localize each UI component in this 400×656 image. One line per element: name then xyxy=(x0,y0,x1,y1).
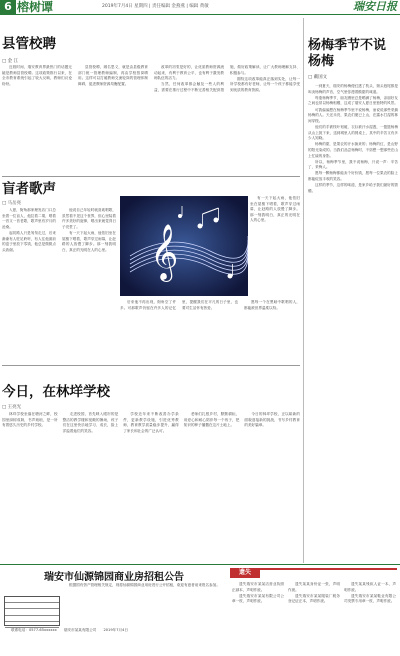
notice-item: 遗失瑞安市某某有限公司公章一枚，声明作废。 xyxy=(232,593,284,604)
article-byline-3: □ 王亮光 xyxy=(2,405,22,410)
paragraph: 一到夏天，瑞安的杨梅便红透了枝头，街头巷尾都是叫卖杨梅的声音，空气里弥漫着酸甜的味道。 xyxy=(308,84,398,94)
ad-title: 瑞安市仙源锦园商业房招租公告 xyxy=(44,572,184,583)
article-body-2-right xyxy=(120,300,300,360)
paragraph: 今日的林垟学校，正以崭新的面貌迎接新的挑战，书写乡村教育的美好篇章。 xyxy=(244,412,300,428)
svg-text:𝄞: 𝄞 xyxy=(150,224,179,280)
paragraph: 当然，任何改革都会触及一些人的利益，需要在推行过程中不断完善相关配套措施，做好政策解读，让广大教师理解支持、积极参与。 xyxy=(154,65,300,92)
notice-item: 遗失某某身份证一张，声明作废。 xyxy=(288,582,340,592)
paragraph: 每逢杨梅季节，朋友圈里总是晒满了杨梅，亲朋好友之间也常以杨梅相赠，这成了瑞安人夏日里独特的风景。 xyxy=(308,95,398,106)
divider xyxy=(2,365,300,366)
paragraph: 有一天下起大雨，他依旧坐在屋檐下唱着，歌声穿过雨幕，让赶路的人放慢了脚步。那一刻我明白，真正的光明在人的心里。 xyxy=(62,230,116,252)
notice-item: 遗失瑞安市某某服装厂税务登记证正本，声明作废。 xyxy=(288,593,340,604)
ad-contact-line: 联系电话：0577-65xxxxxx 瑞安市某某有限公司 2019年7月4日 xyxy=(11,628,128,632)
column-title: 榕树谭 xyxy=(17,0,54,14)
paragraph: 这样的季节，这样的味道，是家乡给予我们最好的馈赠。 xyxy=(308,183,398,193)
paragraph: 近段时间，瑞安教育界最热门的话题无疑是教师县管校聘。这项政策推行以来，在全市教育系统引起了较大反响，教师们议论纷纷。 xyxy=(2,65,72,86)
bottom-divider xyxy=(0,564,400,565)
article-body-2-left xyxy=(2,208,116,360)
paragraph: 杨梅的甜，是果农的汗水换来的；杨梅的红，是山野的阳光染成的。当我们品尝杨梅时，不妨想一想那些在山上忙碌的身影。 xyxy=(308,142,398,158)
treble-clef-icon xyxy=(120,196,248,296)
article-byline-4: □ 戴国文 xyxy=(308,75,328,80)
notice-item: 遗失瑞安市某某鞋业有限公司发票专用章一枚，声明作废。 xyxy=(344,593,396,604)
ad-paragraph: 根据国有资产管理相关规定，现将仙源锦园商业用房进行公开招租，欢迎有意者前来报名参加。 xyxy=(69,583,220,587)
paragraph: 愿每一个在黑暗中歌唱的人，都能被世界温柔以待。 xyxy=(244,300,300,310)
issue-info: 2019年7月4日 星期四 | 责任编辑 金燕燕 | 编辑 黄敏 xyxy=(102,4,209,9)
paragraph: 林垟学校坐落在塘河之畔，校园里绿树成荫，书声琅琅，是一所有着悠久历史的乡村学校。 xyxy=(2,412,58,428)
article-byline-2: □ 马岳亮 xyxy=(2,201,22,206)
article-body-4 xyxy=(308,84,398,560)
column-divider xyxy=(303,18,304,563)
paragraph: 可我偏偏想在杨梅季节里不说杨梅，而说说那些采摘杨梅的人。天还未亮，果农们便已上山，在露水打湿的林间穿梭。 xyxy=(308,107,398,123)
paragraph: 学校近年来不断改善办学条件，更新教学设施，引进优秀教师，教育教学质量稳步提升，赢得了家长和社会的广泛认可。 xyxy=(123,412,179,433)
ad-contact xyxy=(4,628,226,652)
article-body-2-side xyxy=(250,196,300,296)
notice-item: 遗失某某残疾人证一本，声明作废。 xyxy=(344,582,396,592)
paragraph: 愿每一颗杨梅都能卖个好价钱，愿每一位果农的脸上都能绽放丰收的笑容。 xyxy=(308,171,398,182)
paper-name: 瑞安日报 xyxy=(353,0,397,13)
article-byline-1: □ 金 江 xyxy=(2,59,19,64)
paragraph: 起初路人只是匆匆走过，后来渐渐有人驻足聆听，有人往他面前的盒子里放下零钱，他总是微微点头致谢。 xyxy=(2,230,56,252)
article-title-3: 今日，在林垟学校 xyxy=(2,384,110,400)
paragraph: 他说自己年轻时就喜欢唱歌，虽然看不见这个世界，但心里装着许多美好的旋律，唱出来就觉得日子亮堂了。 xyxy=(62,208,116,229)
article-body-3 xyxy=(2,412,300,560)
paragraph: 走进校园，首先映入眼帘的是整洁的教学楼和宽敞的操场，孩子们在这里快乐地学习、成长，脸上洋溢着灿烂的笑容。 xyxy=(62,412,119,433)
paragraph: 后来他不再出现，街角空了许多。可那歌声仍留在许多人的记忆里，提醒我们在平凡的日子里，也要对生活怀有热爱。 xyxy=(120,300,238,310)
paragraph: 所以，杨梅季节里，我不说杨梅，只说一声：辛苦了，采梅人。 xyxy=(308,159,398,170)
paragraph: 入夏，街角那家理发店门口总坐着一位盲人，他拉着二胡，唱着一首又一首老歌，歌声里有岁月的沧桑。 xyxy=(2,208,56,229)
paragraph: 期待这项改革能真正落到实处，让每一所学校都有好老师，让每一个孩子都能享受到优质的教育资源。 xyxy=(230,76,300,92)
divider xyxy=(2,176,300,177)
notice-heading: 遗失 xyxy=(230,568,260,578)
page-number: 6 xyxy=(0,0,16,14)
ad-body xyxy=(62,583,226,623)
article-title-2: 盲者歌声 xyxy=(2,181,56,197)
ad-table xyxy=(4,596,60,626)
paragraph: 老师们扎根乡村，默默耕耘，用爱心和耐心陪伴每一个孩子，把知识的种子播撒在这片土地上。 xyxy=(183,412,240,428)
music-illustration xyxy=(120,196,248,296)
article-title-1: 县管校聘 xyxy=(2,36,56,52)
paragraph: 他们的手被枝叶划破，衣衫被汗水湿透，一篮篮杨梅从山上挑下来，送到城里人的餐桌上，其中的辛苦又有多少人知晓。 xyxy=(308,124,398,141)
paragraph: 改革的初衷是好的，让优质教师资源流动起来，有利于教育公平，也有利于激发教师队伍的活力。 xyxy=(154,65,224,81)
notice-list xyxy=(232,582,396,654)
paragraph: 有一天下起大雨，他依旧坐在屋檐下唱着，歌声穿过雨幕，让赶路的人放慢了脚步。那一刻我明白，真正的光明在人的心里。 xyxy=(250,196,300,223)
article-title-4: 杨梅季节不说杨梅 xyxy=(308,38,387,69)
paragraph: 县管校聘，顾名思义，就是由县级教育部门统一管理教师编制，再由学校按岗聘用。这样可以打破教师交流轮岗的管理体制障碍，促进教师资源均衡配置。 xyxy=(78,65,148,86)
notice-item: 遗失瑞安市某某店营业执照正副本，声明作废。 xyxy=(232,582,284,592)
article-body-1 xyxy=(2,65,300,173)
